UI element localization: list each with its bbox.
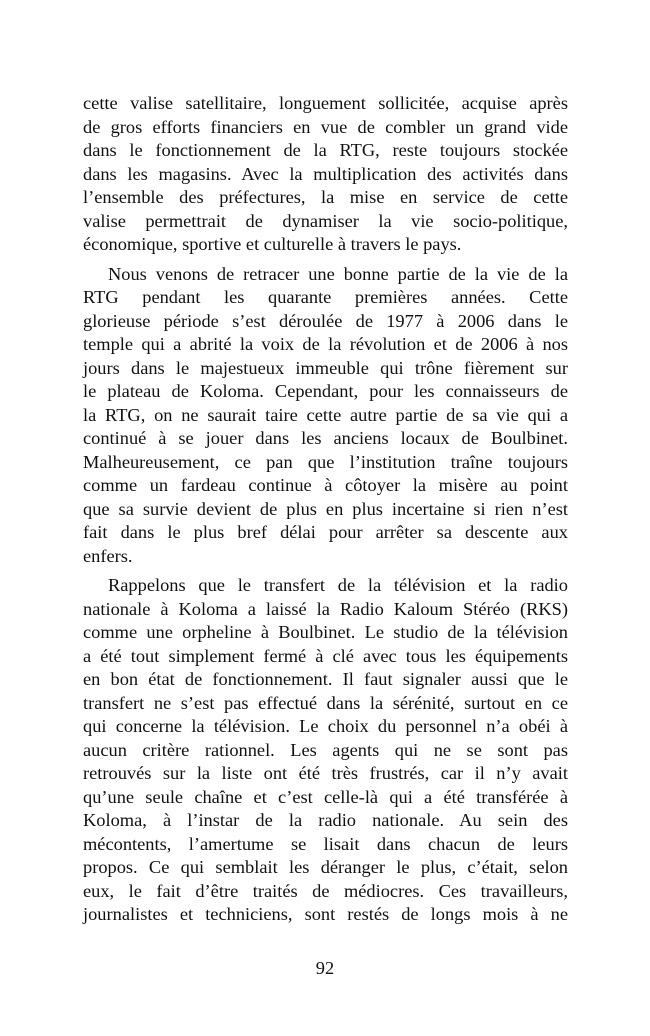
text-line: retrouvés sur la liste ont été très frustrés, car il n’y avait: [83, 763, 568, 783]
paragraph: [83, 263, 568, 569]
text-line: Malheureusement, ce pan que l’institution traîne toujours: [83, 451, 568, 472]
text-line: RTG pendant les quarante premières années. Cette: [83, 287, 568, 307]
text-line: que sa survie devient de plus en plus incertaine si rien n’est: [83, 498, 568, 519]
text-line: Rappelons que le transfert de la télévision et la radio: [108, 575, 568, 595]
text-line: comme une orpheline à Boulbinet. Le studio de la télévision: [83, 622, 568, 642]
text-line: dans le fonctionnement de la RTG, reste toujours stockée: [83, 140, 568, 160]
text-line: cette valise satellitaire, longuement sollicitée, acquise après: [83, 93, 568, 113]
text-line: dans les magasins. Avec la multiplication des activités dans: [83, 163, 568, 184]
text-line: journalistes et techniciens, sont restés de longs mois à ne: [83, 904, 568, 924]
text-line: de gros efforts financiers en vue de combler un grand vide: [83, 116, 568, 137]
text-line: valise permettrait de dynamiser la vie socio-politique,: [83, 210, 568, 231]
text-line: propos. Ce qui semblait les déranger le plus, c’était, selon: [83, 857, 568, 877]
text-line: fait dans le plus bref délai pour arrêter sa descente aux: [83, 522, 568, 542]
text-line: la RTG, on ne saurait taire cette autre partie de sa vie qui a: [83, 404, 568, 425]
text-line: qu’une seule chaîne et c’est celle-là qui a été transférée à: [83, 786, 568, 807]
text-line: jours dans le majestueux immeuble qui trône fièrement sur: [83, 357, 568, 378]
text-line: eux, le fait d’être traités de médiocres. Ces travailleurs,: [83, 880, 568, 901]
text-line: comme un fardeau continue à côtoyer la misère au point: [83, 475, 568, 495]
text-line: a été tout simplement fermé à clé avec tous les équipements: [83, 645, 568, 666]
text-line: temple qui a abrité la voix de la révolution et de 2006 à nos: [83, 334, 568, 354]
text-line: Nous venons de retracer une bonne partie de la vie de la: [108, 263, 568, 284]
text-line: transfert ne s’est pas effectué dans la sérénité, surtout en ce: [83, 692, 568, 713]
text-line: enfers.: [83, 545, 133, 566]
text-line: aucun critère rationnel. Les agents qui ne se sont pas: [83, 739, 568, 760]
text-line: l’ensemble des préfectures, la mise en service de cette: [83, 187, 568, 207]
text-line: en bon état de fonctionnement. Il faut signaler aussi que le: [83, 669, 568, 689]
text-line: nationale à Koloma a laissé la Radio Kaloum Stéréo (RKS): [83, 598, 568, 619]
text-line: qui concerne la télévision. Le choix du personnel n’a obéi à: [83, 716, 568, 736]
text-line: glorieuse période s’est déroulée de 1977 à 2006 dans le: [83, 310, 568, 331]
text-line: mécontents, l’amertume se lisait dans chacun de leurs: [83, 833, 568, 854]
text-line: économique, sportive et culturelle à travers le pays.: [83, 234, 462, 254]
page-body: [83, 92, 568, 933]
paragraph: [83, 92, 568, 257]
text-line: le plateau de Koloma. Cependant, pour les connaisseurs de: [83, 381, 568, 401]
page-number: 92: [315, 958, 335, 978]
paragraph: [83, 574, 568, 927]
text-line: continué à se jouer dans les anciens locaux de Boulbinet.: [83, 428, 568, 448]
text-line: Koloma, à l’instar de la radio nationale. Au sein des: [83, 810, 568, 830]
